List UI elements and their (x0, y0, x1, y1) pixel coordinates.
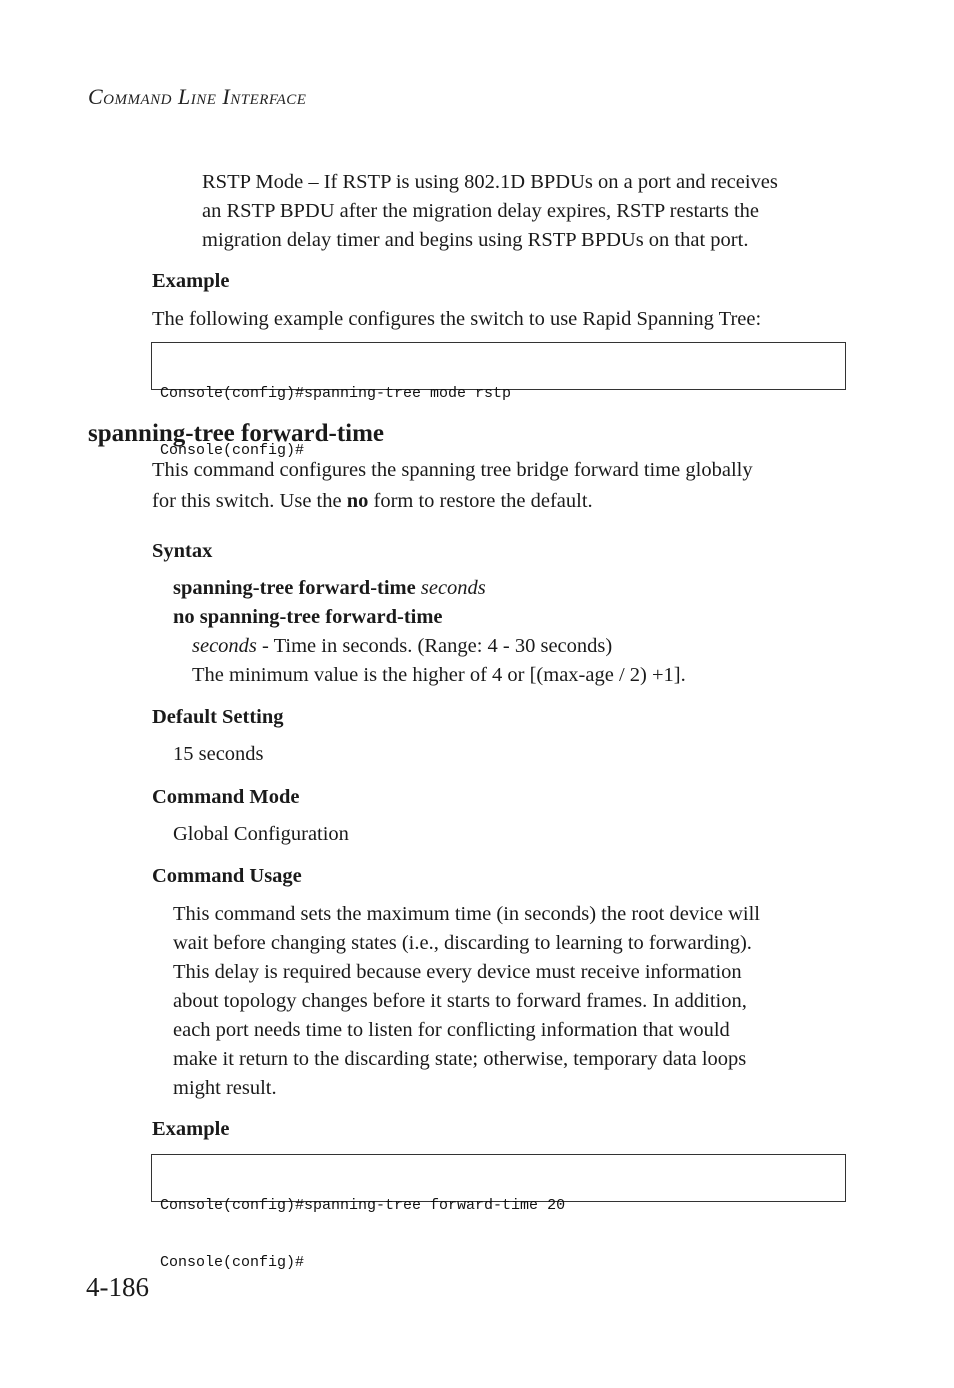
running-header: Command Line Interface (88, 84, 307, 109)
usage-line: make it return to the discarding state; otherwise, temporary data loops (173, 1048, 747, 1070)
syntax-command (173, 574, 486, 603)
code-line: Console(config)# (160, 1254, 305, 1271)
code-line: Console(config)#spanning-tree mode rstp (160, 385, 512, 402)
description-text: for this switch. Use the (152, 490, 347, 512)
example-heading: Example (152, 1118, 230, 1140)
usage-line: might result. (173, 1077, 277, 1099)
syntax-heading: Syntax (152, 540, 213, 562)
parameter-text: - Time in seconds. (Range: 4 - 30 seconds) (256, 635, 613, 657)
parameter-note: The minimum value is the higher of 4 or [(max-age / 2) +1]. (192, 664, 686, 686)
syntax-command-keyword: spanning-tree forward-time (173, 577, 416, 599)
code-line: Console(config)# (160, 442, 305, 459)
rstp-mode-paragraph (202, 168, 778, 255)
command-usage-paragraph (173, 900, 760, 1103)
example-heading: Example (152, 270, 230, 292)
usage-line: This command sets the maximum time (in seconds) the root device will (173, 903, 760, 925)
description-keyword-no: no (346, 490, 369, 512)
usage-line: This delay is required because every device must receive information (173, 961, 742, 983)
section-description (152, 455, 753, 517)
syntax-no-command: no spanning-tree forward-time (173, 606, 443, 628)
example-intro: The following example configures the switch to use Rapid Spanning Tree: (152, 308, 762, 330)
parameter-name: seconds (192, 635, 257, 657)
page-number: 4-186 (86, 1272, 149, 1302)
description-text: form to restore the default. (368, 490, 593, 512)
command-mode-heading: Command Mode (152, 786, 300, 808)
description-line (152, 486, 753, 517)
syntax-command-parameter: seconds (420, 577, 486, 599)
description-line: This command configures the spanning tree bridge forward time globally (152, 459, 753, 481)
code-block (151, 1154, 846, 1271)
default-setting-heading: Default Setting (152, 706, 284, 728)
usage-line: each port needs time to listen for conflicting information that would (173, 1019, 730, 1041)
code-line: Console(config)#spanning-tree forward-time 20 (160, 1197, 566, 1214)
parameter-description (192, 632, 612, 661)
command-mode-value: Global Configuration (173, 823, 349, 845)
section-title: spanning-tree forward-time (88, 420, 385, 447)
rstp-mode-line: migration delay timer and begins using RSTP BPDUs on that port. (202, 229, 749, 251)
rstp-mode-line: an RSTP BPDU after the migration delay expires, RSTP restarts the (202, 200, 760, 222)
usage-line: wait before changing states (i.e., discarding to learning to forwarding). (173, 932, 752, 954)
rstp-mode-line: RSTP Mode – If RSTP is using 802.1D BPDUs on a port and receives (202, 171, 778, 193)
command-usage-heading: Command Usage (152, 865, 302, 887)
default-setting-value: 15 seconds (173, 743, 264, 765)
usage-line: about topology changes before it starts to forward frames. In addition, (173, 990, 747, 1012)
